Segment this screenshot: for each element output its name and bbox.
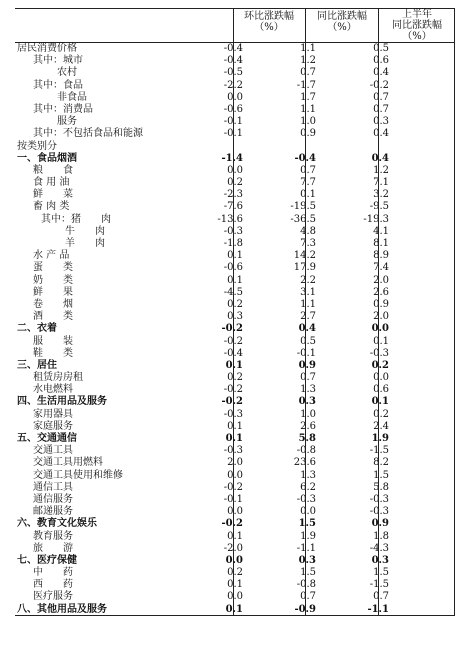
- cell-v2: 1.5: [298, 518, 316, 530]
- cell-v1: -0.1: [223, 128, 243, 140]
- cell-v2: -0.8: [296, 445, 316, 457]
- cell-v3: 0.1: [371, 396, 389, 408]
- cell-v2: 0.3: [298, 554, 316, 566]
- cell-v3: 8.9: [373, 250, 389, 262]
- table-row: [15, 128, 455, 140]
- row-label: 家用器具: [33, 408, 73, 420]
- row-label: 交通工具使用和维修: [33, 469, 123, 481]
- cell-v2: 14.2: [293, 250, 316, 262]
- cell-v1: -0.3: [223, 445, 243, 457]
- cell-v3: -0.2: [369, 79, 389, 91]
- row-label: 农村: [57, 67, 77, 79]
- cell-v3: 0.5: [373, 43, 389, 54]
- cell-v1: -0.5: [223, 67, 243, 79]
- cell-v2: -36.5: [290, 213, 316, 225]
- table-row: [15, 360, 455, 372]
- cell-v2: 2.6: [300, 420, 316, 432]
- row-label: 鞋 类: [33, 347, 73, 359]
- table-row: [15, 214, 455, 226]
- table-bottom-rule: [15, 615, 455, 616]
- row-label: 水 产 品: [33, 250, 70, 262]
- row-label: 非食品: [57, 91, 87, 103]
- table-row: [15, 494, 455, 506]
- table-row: [15, 226, 455, 238]
- table-row: [15, 604, 455, 616]
- cell-v3: -4.3: [369, 542, 389, 554]
- cell-v1: 0.2: [227, 567, 243, 579]
- row-label: 西 药: [33, 579, 73, 591]
- cell-v2: 6.2: [300, 481, 316, 493]
- cell-v2: 0.0: [300, 506, 316, 518]
- table-header: [15, 8, 455, 43]
- header-mom-unit: （%）: [254, 22, 284, 33]
- cell-v3: 0.3: [373, 116, 389, 128]
- cell-v2: 2.2: [300, 274, 316, 286]
- cell-v3: 3.2: [373, 189, 389, 201]
- cell-v3: -0.3: [369, 493, 389, 505]
- row-label: 旅 游: [33, 542, 73, 554]
- cell-v1: -2.2: [223, 79, 243, 91]
- cell-v3: -1.5: [369, 579, 389, 591]
- cell-v2: 1.2: [300, 55, 316, 67]
- row-label: 服 装: [33, 335, 73, 347]
- table-row: [15, 104, 455, 116]
- cell-v2: -0.9: [294, 603, 316, 615]
- cell-v3: 8.1: [373, 238, 389, 249]
- cell-v3: -1.5: [369, 445, 389, 457]
- cell-v1: 0.0: [225, 554, 243, 566]
- cell-v1: 0.0: [227, 591, 243, 603]
- cell-v3: 0.2: [371, 359, 389, 371]
- table-row: [15, 543, 455, 555]
- cell-v1: -0.2: [221, 323, 243, 335]
- cell-v2: -0.4: [294, 152, 316, 164]
- header-yoy: [306, 11, 378, 33]
- row-label: 畜 肉 类: [33, 201, 70, 213]
- cell-v3: 1.5: [373, 567, 389, 579]
- cell-v2: 1.0: [300, 408, 316, 420]
- table-row: [15, 262, 455, 274]
- cell-v1: -1.4: [221, 152, 243, 164]
- cell-v1: -0.1: [223, 116, 243, 128]
- cell-v1: 0.2: [227, 298, 243, 310]
- cell-v1: 0.1: [227, 274, 243, 286]
- cell-v1: 0.1: [227, 250, 243, 262]
- header-h1-label: 上半年: [402, 9, 432, 20]
- cell-v1: 0.0: [227, 164, 243, 176]
- cell-v1: 0.1: [227, 530, 243, 542]
- cell-v1: -1.8: [223, 238, 243, 249]
- row-label: 羊 肉: [65, 238, 105, 249]
- cell-v2: 1.1: [300, 298, 316, 310]
- cell-v1: -2.3: [223, 189, 243, 201]
- table-row: [15, 153, 455, 165]
- cell-v1: -0.2: [223, 384, 243, 396]
- cell-v3: 7.4: [373, 262, 389, 274]
- cell-v1: -0.6: [223, 262, 243, 274]
- row-label: 三、居住: [17, 359, 57, 371]
- row-label: 牛 肉: [65, 225, 105, 237]
- cell-v2: -0.3: [296, 493, 316, 505]
- cell-v3: 0.4: [373, 128, 389, 140]
- column-divider: [454, 8, 455, 616]
- header-mom: [233, 11, 305, 33]
- cell-v3: 0.9: [373, 298, 389, 310]
- cell-v2: -1.1: [296, 542, 316, 554]
- cell-v1: -0.4: [223, 347, 243, 359]
- table-row: [15, 433, 455, 445]
- row-label: 五、交通通信: [17, 433, 77, 444]
- cell-v2: 2.7: [300, 311, 316, 323]
- cell-v1: 0.1: [225, 359, 243, 371]
- cell-v2: -1.7: [296, 79, 316, 91]
- cell-v3: 0.7: [373, 91, 389, 103]
- table-row: [15, 396, 455, 408]
- cell-v2: 7.3: [300, 238, 316, 249]
- table-row: [15, 287, 455, 299]
- table-row: [15, 336, 455, 348]
- cell-v1: 0.1: [227, 420, 243, 432]
- table-row: [15, 116, 455, 128]
- row-label: 二、衣着: [17, 323, 57, 335]
- table-body: [15, 43, 455, 616]
- row-label: 交通工具: [33, 445, 73, 457]
- cell-v3: -0.3: [369, 506, 389, 518]
- table-row: [15, 470, 455, 482]
- cell-v1: 0.2: [227, 177, 243, 189]
- cell-v2: 0.3: [298, 396, 316, 408]
- cell-v2: 0.7: [300, 591, 316, 603]
- cell-v3: 0.7: [373, 591, 389, 603]
- cell-v3: 0.0: [371, 323, 389, 335]
- row-label: 酒 类: [33, 311, 73, 323]
- table-row: [15, 555, 455, 567]
- cell-v3: 1.9: [371, 433, 389, 444]
- cell-v1: -7.6: [223, 201, 243, 213]
- cell-v2: 0.7: [300, 372, 316, 384]
- table-row: [15, 445, 455, 457]
- cell-v1: -0.3: [223, 225, 243, 237]
- cell-v3: 2.0: [373, 311, 389, 323]
- cell-v2: 23.6: [293, 457, 316, 469]
- table-row: [15, 421, 455, 433]
- cell-v2: 0.4: [298, 323, 316, 335]
- row-label: 奶 类: [33, 274, 73, 286]
- table-row: [15, 384, 455, 396]
- table-row: [15, 250, 455, 262]
- cell-v2: 0.7: [300, 164, 316, 176]
- header-h1-yoy-label: 同比涨跌幅: [392, 20, 442, 31]
- cell-v2: -0.1: [296, 347, 316, 359]
- row-label: 家庭服务: [33, 420, 73, 432]
- header-yoy-unit: （%）: [327, 22, 357, 33]
- table-row: [15, 43, 455, 55]
- cell-v3: 0.9: [371, 518, 389, 530]
- cell-v3: 2.0: [373, 274, 389, 286]
- cell-v1: -0.2: [223, 481, 243, 493]
- table-row: [15, 201, 455, 213]
- row-label: 其中：城市: [33, 55, 83, 67]
- row-label: 其中：食品: [33, 79, 83, 91]
- cell-v1: -0.4: [223, 43, 243, 54]
- row-label: 卷 烟: [33, 298, 73, 310]
- cell-v2: 17.9: [293, 262, 316, 274]
- cell-v1: -0.4: [223, 55, 243, 67]
- cell-v3: 0.6: [373, 55, 389, 67]
- cell-v3: 0.2: [373, 408, 389, 420]
- cell-v3: 0.6: [373, 384, 389, 396]
- cell-v2: 1.0: [300, 116, 316, 128]
- cell-v2: 3.1: [300, 286, 316, 298]
- row-label: 四、生活用品及服务: [17, 396, 107, 408]
- header-h1-yoy: [379, 9, 455, 42]
- row-label: 通信工具: [33, 481, 73, 493]
- row-label: 按类别分: [17, 140, 57, 152]
- table-row: [15, 506, 455, 518]
- row-label: 教育服务: [33, 530, 73, 542]
- cell-v1: 0.0: [227, 469, 243, 481]
- table-row: [15, 165, 455, 177]
- row-label: 服务: [57, 116, 77, 128]
- cell-v3: -9.5: [369, 201, 389, 213]
- row-label: 其中：消费品: [33, 103, 93, 115]
- table-row: [15, 80, 455, 92]
- cell-v2: 1.5: [300, 567, 316, 579]
- table-row: [15, 275, 455, 287]
- cell-v3: 2.6: [373, 286, 389, 298]
- cell-v1: -0.3: [223, 408, 243, 420]
- table-row: [15, 482, 455, 494]
- column-divider: [305, 8, 306, 616]
- cell-v1: -0.6: [223, 103, 243, 115]
- cell-v1: 0.1: [225, 603, 243, 615]
- row-label: 六、教育文化娱乐: [17, 518, 97, 530]
- cell-v3: 2.4: [373, 420, 389, 432]
- table-row: [15, 55, 455, 67]
- column-divider: [233, 8, 234, 616]
- row-label: 食 用 油: [33, 177, 70, 189]
- cell-v2: 5.8: [298, 433, 316, 444]
- cell-v2: -0.8: [296, 579, 316, 591]
- table-row: [15, 531, 455, 543]
- cell-v2: 1.1: [300, 43, 316, 54]
- cell-v3: -1.1: [367, 603, 389, 615]
- row-label: 蛋 类: [33, 262, 73, 274]
- row-label: 鲜 菜: [33, 189, 73, 201]
- row-label: 通信服务: [33, 493, 73, 505]
- cell-v3: 7.1: [373, 177, 389, 189]
- table-row: [15, 372, 455, 384]
- cell-v3: 0.7: [373, 103, 389, 115]
- cell-v2: 7.7: [300, 177, 316, 189]
- cell-v3: 4.1: [373, 225, 389, 237]
- row-label: 一、食品烟酒: [17, 152, 77, 164]
- cell-v3: 0.0: [373, 372, 389, 384]
- row-label: 其中：猪 肉: [41, 213, 111, 225]
- cell-v1: -0.2: [223, 335, 243, 347]
- row-label: 鲜 果: [33, 286, 73, 298]
- cell-v1: 0.2: [227, 372, 243, 384]
- table-row: [15, 299, 455, 311]
- table-row: [15, 591, 455, 603]
- cell-v2: 1.9: [300, 530, 316, 542]
- row-label: 其中：不包括食品和能源: [33, 128, 143, 140]
- cell-v1: 0.3: [227, 311, 243, 323]
- table-row: [15, 409, 455, 421]
- cell-v2: 1.3: [300, 469, 316, 481]
- table-row: [15, 141, 455, 153]
- row-label: 七、医疗保健: [17, 554, 77, 566]
- table-row: [15, 457, 455, 469]
- cell-v3: -19.3: [363, 213, 389, 225]
- cell-v2: -19.5: [290, 201, 316, 213]
- cell-v1: 0.0: [227, 91, 243, 103]
- row-label: 中 药: [33, 567, 73, 579]
- cell-v2: 1.3: [300, 384, 316, 396]
- row-label: 八、其他用品及服务: [17, 603, 107, 615]
- table-row: [15, 311, 455, 323]
- cell-v1: 0.0: [227, 506, 243, 518]
- header-mom-label: 环比涨跌幅: [244, 11, 294, 22]
- cell-v2: 0.1: [300, 189, 316, 201]
- table-row: [15, 518, 455, 530]
- cell-v3: 1.8: [373, 530, 389, 542]
- table-row: [15, 567, 455, 579]
- table-row: [15, 177, 455, 189]
- cell-v1: 0.1: [227, 579, 243, 591]
- cell-v2: 1.7: [300, 91, 316, 103]
- cell-v1: 2.0: [227, 457, 243, 469]
- table-row: [15, 92, 455, 104]
- table-row: [15, 189, 455, 201]
- cell-v3: 0.1: [373, 335, 389, 347]
- row-label: 租赁房房租: [33, 372, 83, 384]
- cell-v1: -0.2: [221, 518, 243, 530]
- header-yoy-label: 同比涨跌幅: [317, 11, 367, 22]
- cell-v2: 1.1: [300, 103, 316, 115]
- cell-v3: 5.8: [373, 481, 389, 493]
- row-label: 交通工具用燃料: [33, 457, 103, 469]
- cell-v3: 0.4: [371, 152, 389, 164]
- cell-v1: -0.1: [223, 493, 243, 505]
- cell-v2: 4.8: [300, 225, 316, 237]
- row-label: 粮 食: [33, 164, 73, 176]
- cell-v3: 0.3: [371, 554, 389, 566]
- cell-v2: 0.7: [300, 67, 316, 79]
- cell-v3: 1.5: [373, 469, 389, 481]
- cell-v3: 8.2: [373, 457, 389, 469]
- cell-v1: -4.5: [223, 286, 243, 298]
- cell-v1: -13.6: [217, 213, 243, 225]
- cpi-table: [15, 8, 455, 616]
- row-label: 居民消费价格: [17, 43, 77, 54]
- table-row: [15, 238, 455, 250]
- row-label: 邮递服务: [33, 506, 73, 518]
- table-row: [15, 323, 455, 335]
- cell-v3: 0.4: [373, 67, 389, 79]
- cell-v1: -2.0: [223, 542, 243, 554]
- row-label: 医疗服务: [33, 591, 73, 603]
- cell-v1: -0.2: [221, 396, 243, 408]
- header-h1-unit: （%）: [402, 31, 432, 42]
- cell-v2: 0.5: [300, 335, 316, 347]
- table-row: [15, 67, 455, 79]
- cell-v1: 0.1: [225, 433, 243, 444]
- cell-v2: 0.9: [300, 128, 316, 140]
- table-row: [15, 348, 455, 360]
- row-label: 水电燃料: [33, 384, 73, 396]
- cell-v3: 1.2: [373, 164, 389, 176]
- table-row: [15, 579, 455, 591]
- cell-v2: 0.9: [298, 359, 316, 371]
- column-divider: [378, 8, 379, 616]
- cell-v3: -0.3: [369, 347, 389, 359]
